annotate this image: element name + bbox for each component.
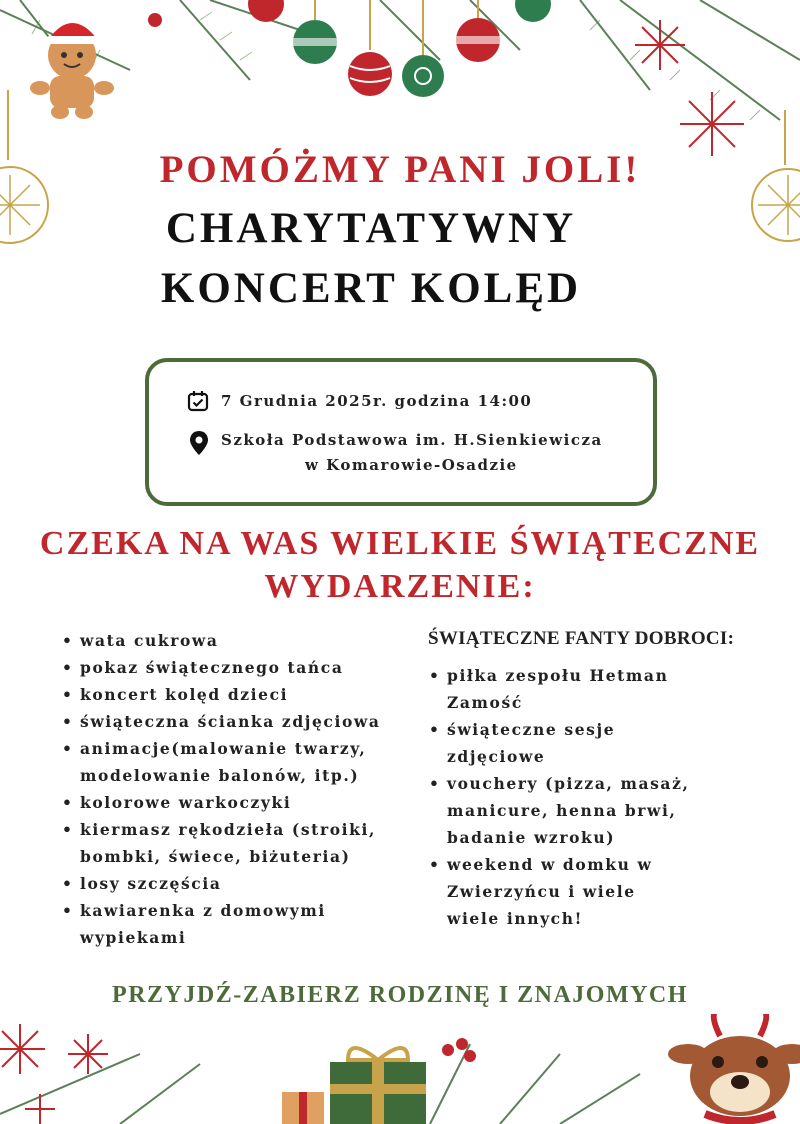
headline-line1: CZEKA NA WAS WIELKIE ŚWIĄTECZNE bbox=[39, 525, 761, 562]
fanty-list bbox=[429, 662, 759, 932]
list-item: • koncert kolęd dzieci bbox=[62, 681, 422, 708]
headline-line2: WYDARZENIE: bbox=[264, 568, 536, 605]
bottom-decoration bbox=[0, 1014, 800, 1124]
list-item: • weekend w domku w bbox=[429, 851, 759, 878]
location-pin-icon bbox=[189, 430, 209, 456]
title-charity: CHARYTATYWNY bbox=[165, 205, 577, 252]
title-concert: KONCERT KOLĘD bbox=[160, 265, 582, 312]
list-item: Zamość bbox=[447, 693, 523, 712]
event-info-box bbox=[145, 358, 657, 506]
list-item: bombki, świece, biżuteria) bbox=[80, 847, 351, 866]
list-item: • kiermasz rękodzieła (stroiki, bbox=[62, 816, 422, 843]
event-place-line2: w Komarowie-Osadzie bbox=[305, 456, 518, 474]
list-item: • świąteczne sesje bbox=[429, 716, 759, 743]
list-item: Zwierzyńcu i wiele bbox=[447, 882, 636, 901]
list-item: wiele innych! bbox=[447, 909, 583, 928]
list-item: • świąteczna ścianka zdjęciowa bbox=[62, 708, 422, 735]
list-item: • pokaz świątecznego tańca bbox=[62, 654, 422, 681]
list-item: • kolorowe warkoczyki bbox=[62, 789, 422, 816]
events-list bbox=[62, 627, 422, 951]
list-item: wypiekami bbox=[80, 928, 187, 947]
event-date: 7 Grudnia 2025r. godzina 14:00 bbox=[221, 392, 533, 410]
list-item: • wata cukrowa bbox=[62, 627, 422, 654]
list-item: modelowanie balonów, itp.) bbox=[80, 766, 360, 785]
list-item: • kawiarenka z domowymi bbox=[62, 897, 422, 924]
list-item: • animacje(malowanie twarzy, bbox=[62, 735, 422, 762]
list-item: badanie wzroku) bbox=[447, 828, 616, 847]
list-item: zdjęciowe bbox=[447, 747, 546, 766]
fanty-title: ŚWIĄTECZNE FANTY DOBROCI: bbox=[428, 628, 735, 649]
list-item: • losy szczęścia bbox=[62, 870, 422, 897]
list-item: • vouchery (pizza, masaż, bbox=[429, 770, 759, 797]
title-main: POMÓŻMY PANI JOLI! bbox=[159, 148, 641, 191]
footer-slogan: PRZYJDŹ-ZABIERZ RODZINĘ I ZNAJOMYCH bbox=[112, 982, 688, 1008]
event-place-line1: Szkoła Podstawowa im. H.Sienkiewicza bbox=[221, 431, 603, 449]
list-item: • piłka zespołu Hetman bbox=[429, 662, 759, 689]
list-item: manicure, henna brwi, bbox=[447, 801, 677, 820]
calendar-icon bbox=[187, 390, 209, 412]
